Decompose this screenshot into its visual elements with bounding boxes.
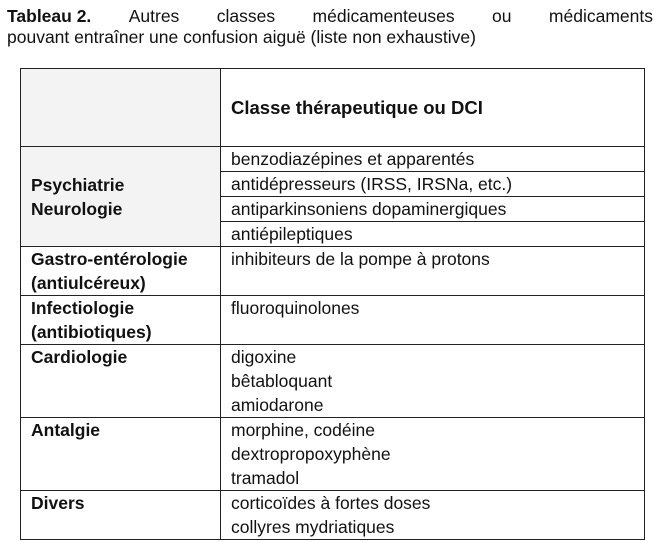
drug-class-item: benzodiazépines et apparentés bbox=[231, 149, 475, 169]
caption-word: Autres bbox=[128, 6, 180, 26]
drug-class-cell bbox=[221, 345, 645, 418]
drug-class-cell bbox=[221, 247, 645, 296]
caption-word: médicamenteuses bbox=[312, 6, 455, 26]
drug-class-item: antidépresseurs (IRSS, IRSNa, etc.) bbox=[221, 171, 644, 196]
drug-class-item: morphine, codéine bbox=[231, 420, 375, 440]
caption-line-1 bbox=[7, 6, 653, 27]
drug-class-item: tramadol bbox=[231, 468, 300, 488]
specialty-label: Infectiologie bbox=[31, 298, 135, 318]
table-header-row bbox=[21, 69, 645, 147]
drug-class-item: collyres mydriatiques bbox=[231, 517, 395, 537]
drug-class-item: digoxine bbox=[231, 347, 297, 367]
drug-class-item: antiépileptiques bbox=[221, 221, 644, 246]
drug-class-item: amiodarone bbox=[231, 395, 324, 415]
specialty-label: Divers bbox=[31, 493, 85, 513]
drug-class-item: bêtabloquant bbox=[231, 371, 333, 391]
specialty-cell bbox=[21, 296, 221, 345]
specialty-label: Antalgie bbox=[31, 420, 101, 440]
header-class-cell: Classe thérapeutique ou DCI bbox=[221, 69, 645, 147]
specialty-label: Psychiatrie bbox=[31, 174, 125, 195]
drug-class-cell bbox=[221, 418, 645, 491]
drug-class-item: corticoïdes à fortes doses bbox=[231, 493, 431, 513]
table-row bbox=[21, 345, 645, 418]
caption-label: Tableau 2. bbox=[7, 6, 92, 26]
drug-class-item: dextropropoxyphène bbox=[231, 444, 391, 464]
table-row bbox=[21, 147, 645, 247]
drug-class-item: fluoroquinolones bbox=[231, 298, 360, 318]
specialty-label: Cardiologie bbox=[31, 347, 128, 367]
table-row bbox=[21, 491, 645, 540]
table-row bbox=[21, 247, 645, 296]
header-specialty-cell bbox=[21, 69, 221, 147]
specialty-label: (antiulcéreux) bbox=[31, 273, 146, 293]
specialty-cell bbox=[21, 491, 221, 540]
table-row bbox=[21, 296, 645, 345]
specialty-label: (antibiotiques) bbox=[31, 322, 152, 342]
caption-line-2: pouvant entraîner une confusion aiguë (liste non exhaustive) bbox=[7, 27, 476, 47]
specialty-cell bbox=[21, 418, 221, 491]
caption-word: classes bbox=[216, 6, 276, 26]
specialty-label: Gastro-entérologie bbox=[31, 249, 188, 269]
specialty-label: Neurologie bbox=[31, 198, 123, 219]
drug-class-cell bbox=[221, 296, 645, 345]
specialty-cell bbox=[21, 247, 221, 296]
table-row bbox=[21, 418, 645, 491]
drug-class-item: antiparkinsoniens dopaminergiques bbox=[221, 196, 644, 221]
medication-table bbox=[20, 68, 645, 540]
drug-class-item: inhibiteurs de la pompe à protons bbox=[231, 249, 490, 269]
table-caption bbox=[7, 6, 653, 48]
drug-class-cell bbox=[221, 147, 645, 247]
drug-class-cell bbox=[221, 491, 645, 540]
specialty-cell bbox=[21, 147, 221, 247]
specialty-cell bbox=[21, 345, 221, 418]
caption-word: médicaments bbox=[548, 6, 653, 26]
caption-word: ou bbox=[492, 6, 512, 26]
